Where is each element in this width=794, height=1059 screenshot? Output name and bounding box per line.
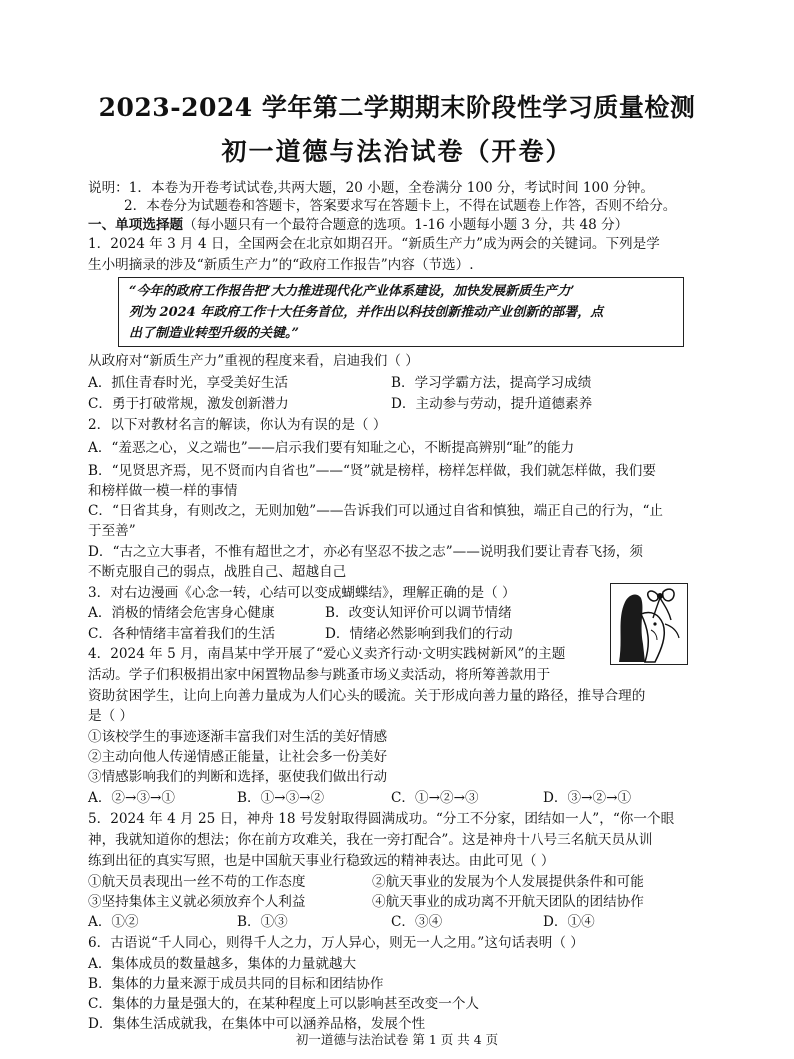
q3-option-b: B．改变认知评价可以调节情绪 xyxy=(325,605,512,621)
q2-option-c-line1: C．“日省其身，有则改之，无则加勉”——告诉我们可以通过自省和慎独，端正自己的行为，“止 xyxy=(88,503,663,519)
q4-stem-line4: 是（ ） xyxy=(88,708,134,724)
q4-item-2: ②主动向他人传递情感正能量，让社会多一份美好 xyxy=(88,749,388,765)
q5-option-d: D．①④ xyxy=(543,914,595,930)
q1-stem-line1: 1．2024 年 3 月 4 日，全国两会在北京如期召开。“新质生产力”成为两会的关键词。下列是学 xyxy=(88,236,660,252)
q2-option-d-line1: D．“古之立大事者，不惟有超世之才，亦必有坚忍不拔之志”——说明我们要让青春飞扬，须 xyxy=(88,544,643,560)
exam-title: 2023-2024 学年第二学期期末阶段性学习质量检测 xyxy=(98,93,696,122)
q4-stem-line3: 资助贫困学生，让向上向善力量成为人们心头的暖流。关于形成向善力量的路径，推导合理的 xyxy=(88,688,646,704)
q5-option-a: A．①② xyxy=(88,914,139,930)
q5-stem-line2: 神，我就知道你的想法；你在前方攻难关，我在一旁打配合”。这是神舟十八号三名航天员从训 xyxy=(88,832,653,848)
q2-option-b-line1: B．“见贤思齐焉，见不贤而内自省也”——“贤”就是榜样，榜样怎样做，我们就怎样做，我们要 xyxy=(88,463,656,479)
section-title: 一、单项选择题 xyxy=(88,217,184,233)
q2-option-b-line2: 和榜样做一模一样的事情 xyxy=(88,483,238,499)
q1-option-c: C．勇于打破常规，激发创新潜力 xyxy=(88,396,289,412)
q2-stem: 2．以下对教材名言的解读，你认为有误的是（ ） xyxy=(88,417,387,433)
q4-option-a: A．②→③→① xyxy=(88,790,175,806)
q6-option-c: C．集体的力量是强大的，在某种程度上可以影响甚至改变一个人 xyxy=(88,996,480,1012)
q5-stem-line3: 练到出征的真实写照，也是中国航天事业行稳致远的精神表达。由此可见（ ） xyxy=(88,853,555,869)
q6-option-a: A．集体成员的数量越多，集体的力量就越大 xyxy=(88,956,357,972)
q1-quote-line2: 列为 2024 年政府工作十大任务首位，并作出以科技创新推动产业创新的部署，点 xyxy=(129,305,604,320)
q5-item-3: ③坚持集体主义就必须放弃个人利益 xyxy=(88,894,306,910)
q6-option-b: B．集体的力量来源于成员共同的目标和团结协作 xyxy=(88,976,384,992)
q4-stem-line1: 4．2024 年 5 月，南昌某中学开展了“爱心义卖齐行动·文明实践树新风”的主题 xyxy=(88,646,566,662)
q6-stem: 6．古语说“千人同心，则得千人之力，万人异心，则无一人之用。”这句话表明（ ） xyxy=(88,935,584,951)
cartoon-drawing xyxy=(611,584,686,663)
q5-option-b: B．①③ xyxy=(237,914,288,930)
q5-stem-line1: 5．2024 年 4 月 25 日，神舟 18 号发射取得圆满成功。“分工不分家，团结如一人”，“你一个眼 xyxy=(88,811,675,827)
q4-option-c: C．①→②→③ xyxy=(391,790,479,806)
q1-option-a: A．抓住青春时光，享受美好生活 xyxy=(88,375,289,391)
q6-option-d: D．集体生活成就我，在集体中可以涵养品格，发展个性 xyxy=(88,1016,426,1032)
instruction-1: 说明：1．本卷为开卷考试试卷,共两大题，20 小题，全卷满分 100 分，考试时间 100 分钟。 xyxy=(88,180,654,196)
q4-option-b: B．①→③→② xyxy=(237,790,325,806)
page-footer: 初一道德与法治试卷 第 1 页 共 4 页 xyxy=(295,1032,499,1047)
q1-stem-line2: 生小明摘录的涉及“新质生产力”的“政府工作报告”内容（节选）. xyxy=(88,257,474,273)
exam-subtitle: 初一道德与法治试卷（开卷） xyxy=(221,137,573,166)
q1-quote-line1: “今年的政府工作报告把‘大力推进现代化产业体系建设，加快发展新质生产力’ xyxy=(129,284,575,299)
q1-quote-line3: 出了制造业转型升级的关键。” xyxy=(129,326,299,341)
q1-option-b: B．学习学霸方法，提高学习成绩 xyxy=(391,375,592,391)
q2-option-c-line2: 于至善” xyxy=(88,523,136,539)
q2-option-d-line2: 不断克服自己的弱点，战胜自己、超越自己 xyxy=(88,564,347,580)
q4-item-3: ③情感影响我们的判断和选择，驱使我们做出行动 xyxy=(88,769,388,785)
q5-item-2: ②航天事业的发展为个人发展提供条件和可能 xyxy=(372,874,644,890)
q5-option-c: C．③④ xyxy=(391,914,443,930)
q4-option-d: D．③→②→① xyxy=(543,790,632,806)
q4-item-1: ①该校学生的事迹逐渐丰富我们对生活的美好情感 xyxy=(88,729,388,745)
q5-item-1: ①航天员表现出一丝不苟的工作态度 xyxy=(88,874,306,890)
q4-stem-line2: 活动。学子们积极捐出家中闲置物品参与跳蚤市场义卖活动，将所筹善款用于 xyxy=(88,667,551,683)
section-heading xyxy=(88,216,628,234)
q3-option-c: C．各种情绪丰富着我们的生活 xyxy=(88,626,276,642)
q5-item-4: ④航天事业的成功离不开航天团队的团结协作 xyxy=(372,894,644,910)
q2-option-a: A．“羞恶之心，义之端也”——启示我们要有知耻之心，不断提高辨别“耻”的能力 xyxy=(88,440,575,456)
q3-option-a: A．消极的情绪会危害身心健康 xyxy=(88,605,275,621)
section-desc: （每小题只有一个最符合题意的选项。1-16 小题每小题 3 分，共 48 分） xyxy=(183,217,629,233)
q3-stem: 3．对右边漫画《心念一转，心结可以变成蝴蝶结》，理解正确的是（ ） xyxy=(88,585,516,601)
instruction-2: 2．本卷分为试题卷和答题卡，答案要求写在答题卡上，不得在试题卷上作答，否则不给分。 xyxy=(124,198,677,214)
q3-option-d: D．情绪必然影响到我们的行动 xyxy=(325,626,513,642)
q1-quote-box xyxy=(118,277,684,347)
q1-option-d: D．主动参与劳动，提升道德素养 xyxy=(391,396,593,412)
q1-ask: 从政府对“新质生产力”重视的程度来看，启迪我们（ ） xyxy=(88,353,419,369)
cartoon-image xyxy=(610,583,688,665)
